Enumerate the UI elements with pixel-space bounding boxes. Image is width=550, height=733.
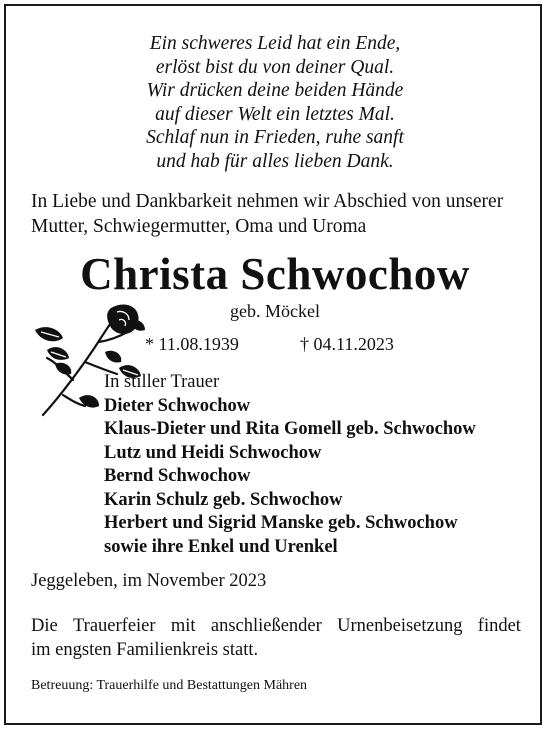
ceremony-word: Die (31, 616, 58, 636)
ceremony-info (31, 614, 521, 662)
place-and-date: Jeggeleben, im November 2023 (31, 571, 267, 591)
mourners-heading: In stiller Trauer (104, 372, 220, 392)
mourner-name: Lutz und Heidi Schwochow (104, 442, 322, 463)
poem-line: Ein schweres Leid hat ein Ende, (149, 33, 401, 54)
mourner-name: Bernd Schwochow (104, 466, 251, 486)
mourners-list (104, 371, 534, 559)
ceremony-line: im engsten Familienkreis statt. (31, 640, 259, 660)
birth-name: geb. Möckel (230, 301, 320, 321)
poem (0, 32, 550, 174)
deceased-name: Christa Schwochow (80, 249, 470, 299)
mourner-name: sowie ihre Enkel und Urenkel (104, 536, 338, 557)
mourner-name: Herbert und Sigrid Manske geb. Schwochow (104, 513, 458, 533)
poem-line: Schlaf nun in Frieden, ruhe sanft (146, 127, 404, 149)
intro-line: Mutter, Schwiegermutter, Oma und Uroma (31, 216, 367, 237)
poem-line: und hab für alles lieben Dank. (156, 150, 394, 172)
death-date: † 04.11.2023 (300, 334, 394, 354)
ceremony-word: findet (477, 616, 521, 636)
ceremony-word: mit (170, 616, 196, 636)
birth-date: * 11.08.1939 (145, 334, 239, 354)
poem-line: erlöst bist du von deiner Qual. (155, 56, 395, 78)
mourner-name: Dieter Schwochow (104, 395, 251, 416)
mourner-name: Karin Schulz geb. Schwochow (104, 489, 343, 510)
intro-line: In Liebe und Dankbarkeit nehmen wir Abschied von unserer (31, 191, 504, 212)
ceremony-word: anschließender (210, 616, 322, 636)
mourner-name: Klaus-Dieter und Rita Gomell geb. Schwochow (104, 419, 476, 439)
intro-text (31, 189, 531, 239)
ceremony-line (31, 614, 521, 638)
poem-line: auf dieser Welt ein letztes Mal. (155, 103, 395, 125)
funeral-home-credit: Betreuung: Trauerhilfe und Bestattungen Mähren (31, 678, 308, 693)
ceremony-word: Urnenbeisetzung (337, 616, 463, 636)
poem-line: Wir drücken deine beiden Hände (146, 80, 404, 102)
ceremony-word: Trauerfeier (73, 616, 156, 636)
